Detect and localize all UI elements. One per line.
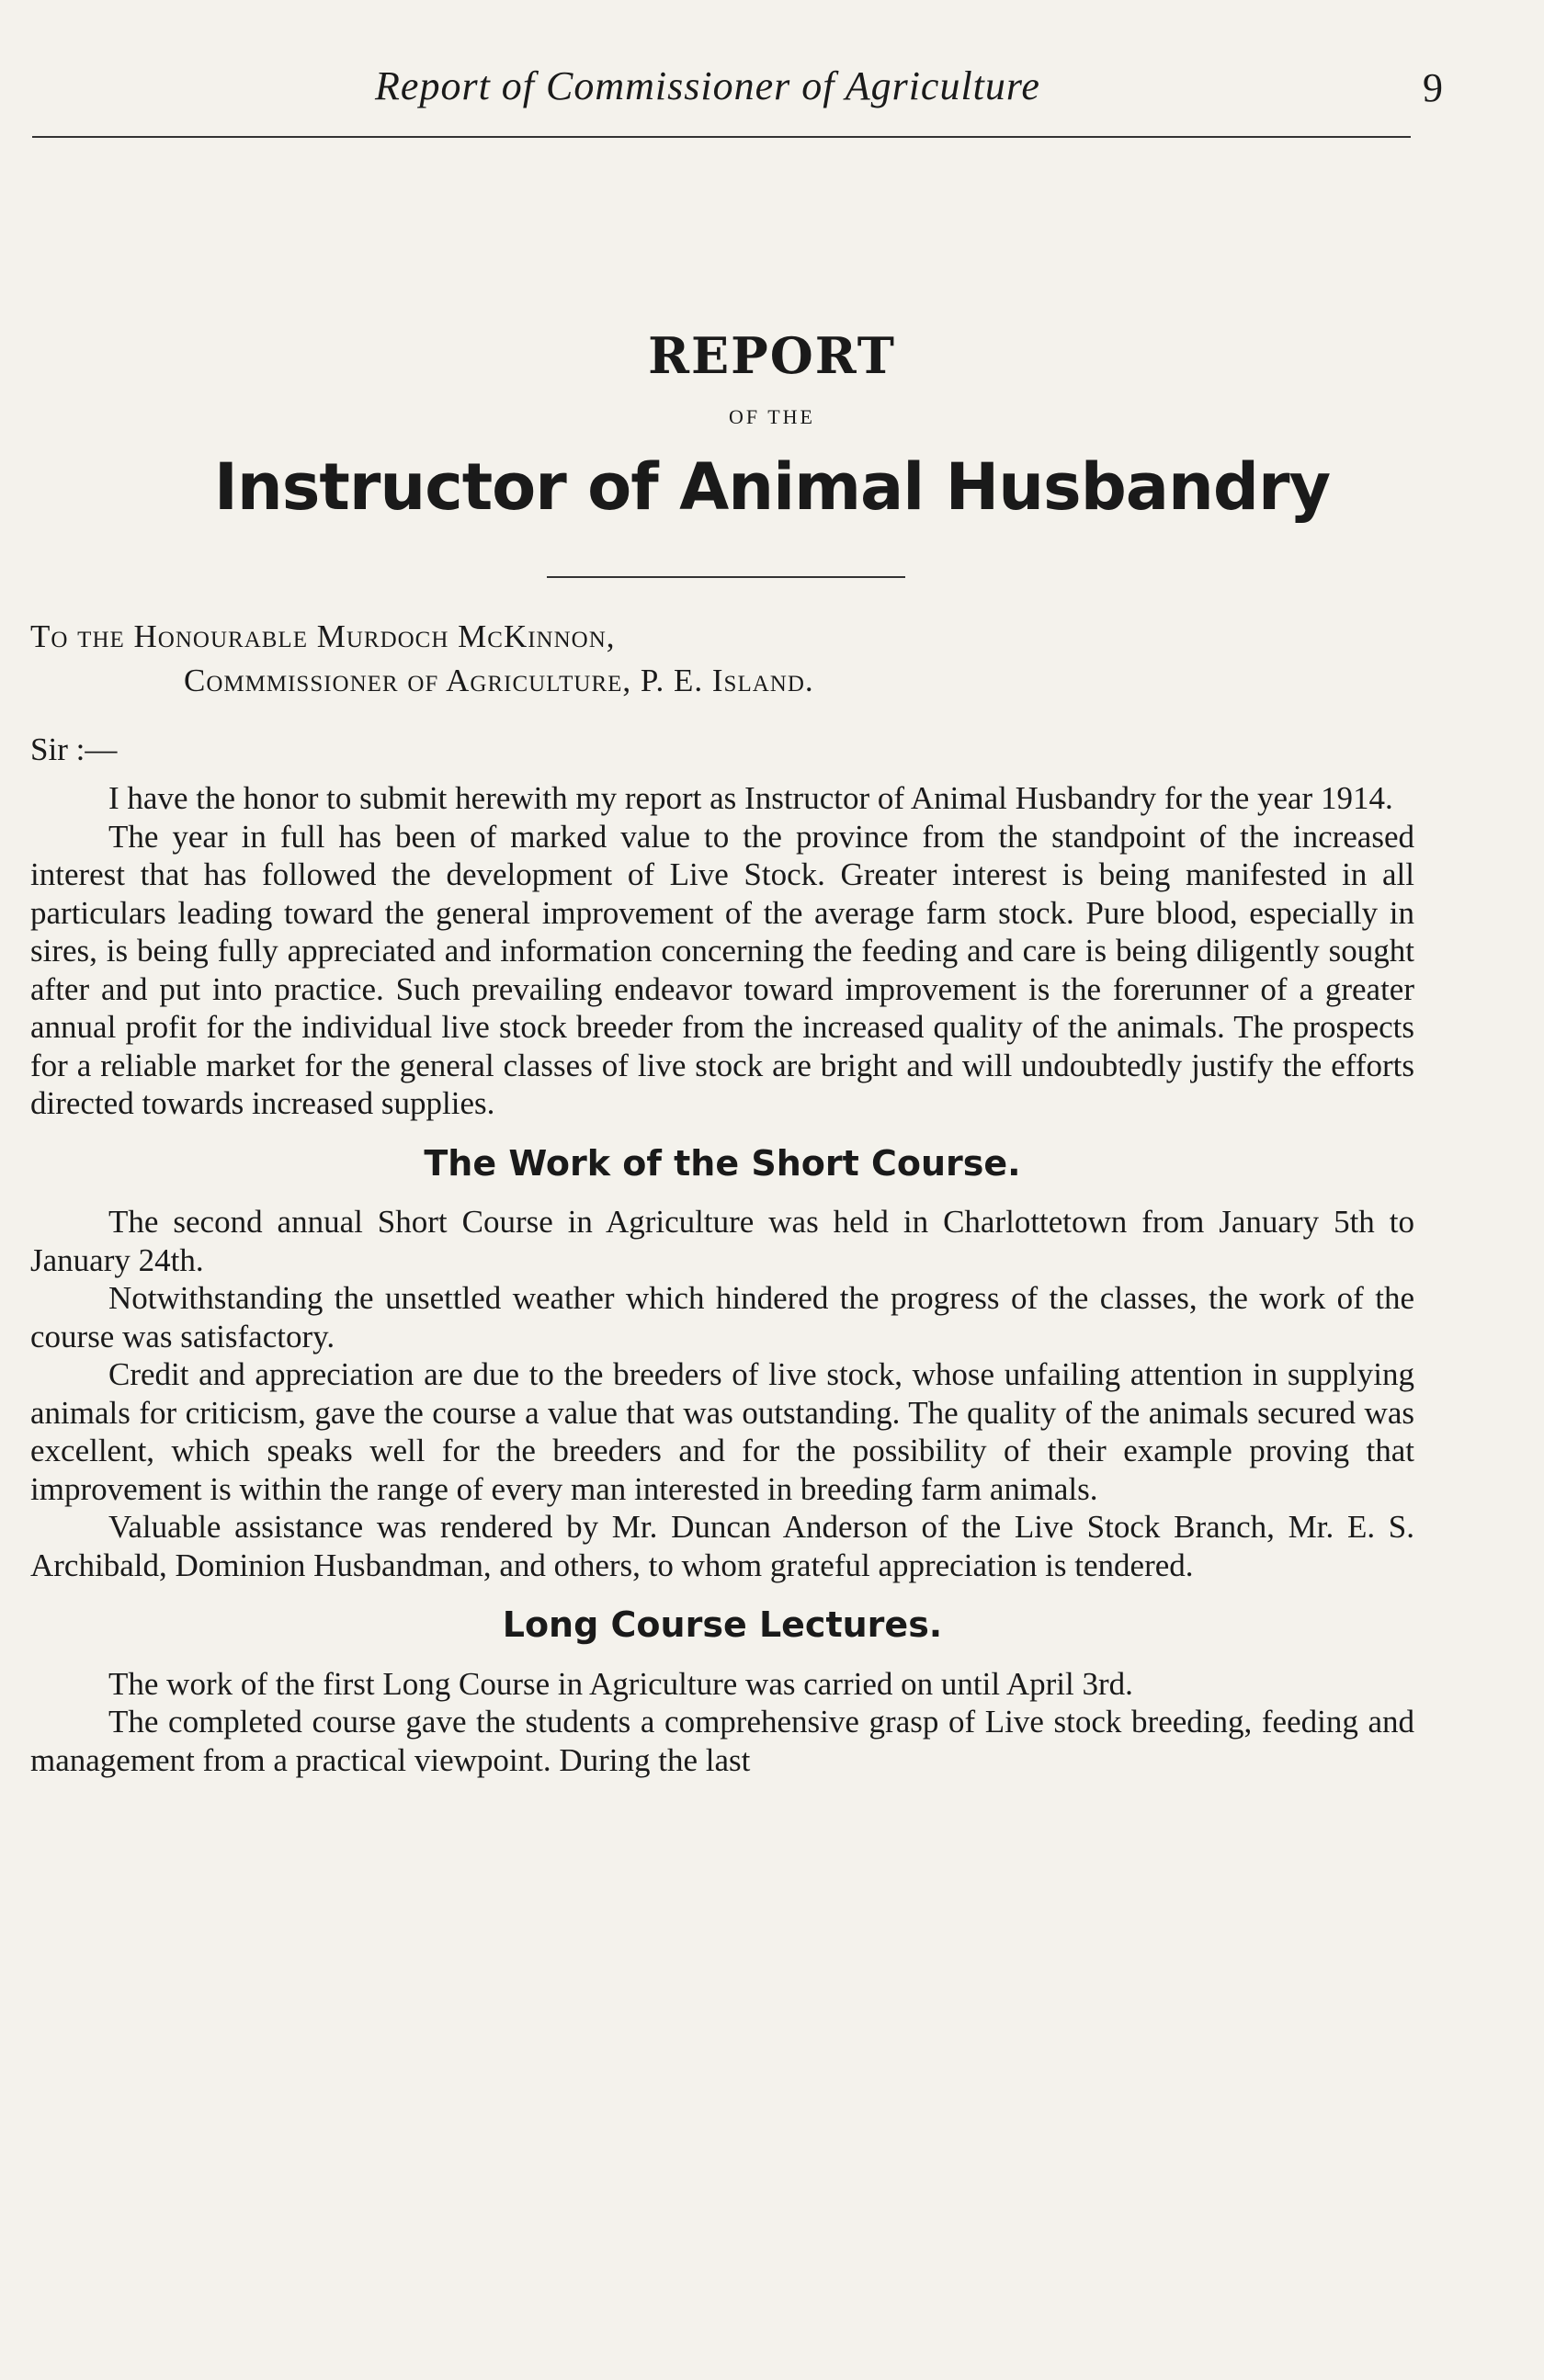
address-line-1: To the Honourable Murdoch McKinnon, <box>30 618 616 654</box>
address-line-2: Commmissioner of Agriculture, P. E. Island. <box>184 663 814 698</box>
title-block <box>0 326 1544 525</box>
paragraph: The completed course gave the students a comprehensive grasp of Live stock breeding, feeding and management from a practical viewpoint. During the last <box>30 1704 1414 1778</box>
body-text <box>30 779 1414 1779</box>
paragraph: I have the honor to submit herewith my report as Instructor of Animal Husbandry for the year 1914. <box>108 780 1393 816</box>
title-report: REPORT <box>648 326 896 385</box>
running-title: Report of Commissioner of Agriculture <box>375 63 1040 108</box>
section-heading: The Work of the Short Course. <box>424 1142 1021 1184</box>
title-rule <box>547 576 905 578</box>
paragraph: The second annual Short Course in Agriculture was held in Charlottetown from January 5th to January 24th. <box>30 1204 1414 1278</box>
paragraph: Notwithstanding the unsettled weather which hindered the progress of the classes, the work of the course was satisfactory. <box>30 1280 1414 1354</box>
title-of-the: OF THE <box>729 405 815 428</box>
paragraph: The work of the first Long Course in Agriculture was carried on until April 3rd. <box>108 1665 1133 1702</box>
salutation: Sir :— <box>30 731 118 767</box>
paragraph: Valuable assistance was rendered by Mr. Duncan Anderson of the Live Stock Branch, Mr. E. S. Archibald, Dominion Husbandman, and others, to whom grateful appreciation is tendered. <box>30 1509 1414 1583</box>
header-rule <box>32 136 1411 138</box>
page-number: 9 <box>1423 65 1443 110</box>
running-head <box>0 55 1544 119</box>
title-main: Instructor of Animal Husbandry <box>213 449 1331 525</box>
paragraph: The year in full has been of marked value to the province from the standpoint of the increased interest that has followed the development of Live Stock. Greater interest is being manifested in all particulars leading toward the general improvement of the average farm stock. Pure blood, especially in sires, is being fully appreciated and information concerning the feeding and care is being diligently sought after and put into practice. Such prevailing endeavor toward improvement is the forerunner of a greater annual profit for the individual live stock breeder from the increased quality of the animals. The prospects for a reliable market for the general classes of live stock are bright and will undoubtedly justify the efforts directed towards increased supplies. <box>30 818 1414 1121</box>
paragraph: Credit and appreciation are due to the breeders of live stock, whose unfailing attention in supplying animals for criticism, gave the course a value that was outstanding. The quality of the animals secured was excellent, which speaks well for the breeders and for the possibility of their example proving that improvement is within the range of every man interested in breeding farm animals. <box>30 1356 1414 1507</box>
section-heading: Long Course Lectures. <box>502 1604 943 1645</box>
